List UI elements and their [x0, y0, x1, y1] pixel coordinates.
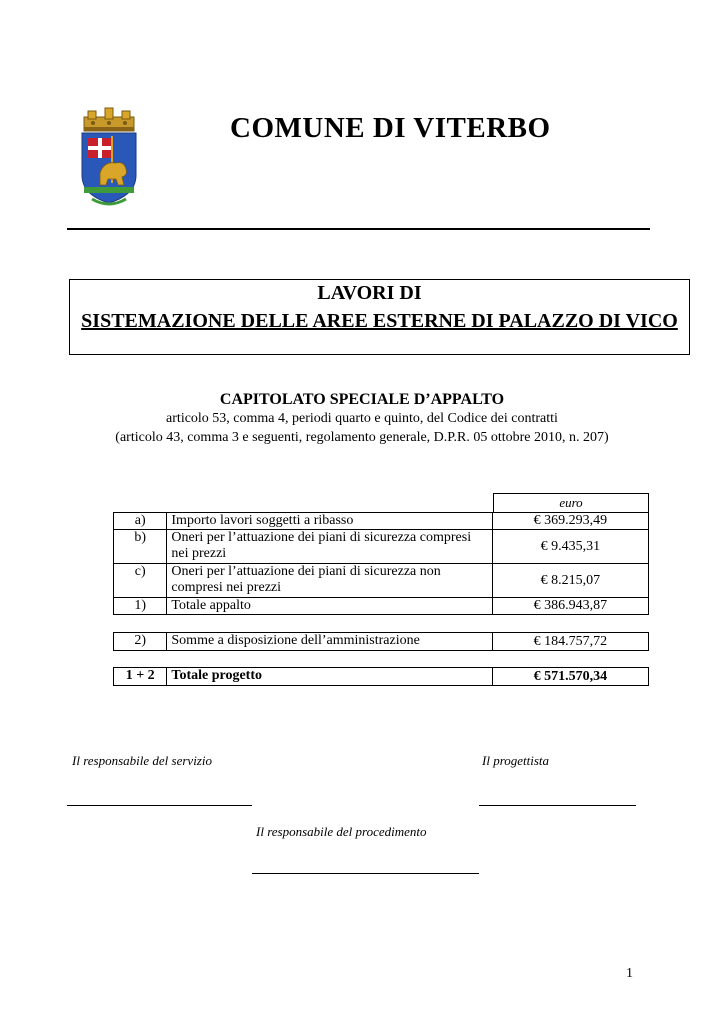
- row-value: € 386.943,87: [492, 598, 648, 615]
- table-row: [114, 530, 649, 564]
- table-row: [114, 598, 649, 615]
- capitolato-reference-1: articolo 53, comma 4, periodi quarto e quinto, del Codice dei contratti: [166, 411, 558, 426]
- row-description: Importo lavori soggetti a ribasso: [167, 513, 492, 530]
- table-row: [114, 564, 649, 598]
- costs-table: [113, 512, 649, 615]
- works-heading: [70, 282, 689, 305]
- signature-label-servizio: Il responsabile del servizio: [72, 753, 212, 768]
- totale-table: [113, 667, 649, 686]
- works-heading-text: LAVORI DI: [317, 282, 422, 304]
- row-label: 2): [114, 633, 167, 651]
- row-description: Somme a disposizione dell’amministrazione: [167, 633, 492, 651]
- row-value: € 369.293,49: [492, 513, 648, 530]
- works-subject: SISTEMAZIONE DELLE AREE ESTERNE DI PALAZZO DI VICO: [81, 310, 678, 332]
- row-description: Oneri per l’attuazione dei piani di sicurezza non compresi nei prezzi: [167, 564, 492, 598]
- works-title-box: [69, 279, 690, 355]
- coat-of-arms-logo: [78, 103, 140, 209]
- row-label: 1 + 2: [114, 668, 167, 686]
- table-row: [114, 668, 649, 686]
- row-value: € 184.757,72: [492, 633, 648, 651]
- somme-table: [113, 632, 649, 651]
- row-value: € 8.215,07: [492, 564, 648, 598]
- page-title: COMUNE DI VITERBO: [230, 112, 551, 144]
- table-row: [114, 513, 649, 530]
- currency-header: euro: [493, 493, 649, 512]
- row-description: Totale progetto: [167, 668, 492, 686]
- crown-icon: [84, 108, 134, 131]
- signature-label-procedimento: Il responsabile del procedimento: [256, 824, 427, 839]
- row-description: Oneri per l’attuazione dei piani di sicurezza compresi nei prezzi: [167, 530, 492, 564]
- row-description: Totale appalto: [167, 598, 492, 615]
- table-row: [114, 633, 649, 651]
- row-value: € 9.435,31: [492, 530, 648, 564]
- row-label: b): [114, 530, 167, 564]
- signature-line-procedimento: [252, 873, 479, 874]
- header-divider: [67, 228, 650, 230]
- signature-line-progettista: [479, 805, 636, 806]
- row-value: € 571.570,34: [492, 668, 648, 686]
- row-label: a): [114, 513, 167, 530]
- row-label: 1): [114, 598, 167, 615]
- signature-label-progettista: Il progettista: [482, 753, 550, 768]
- capitolato-reference-2: (articolo 43, comma 3 e seguenti, regolamento generale, D.P.R. 05 ottobre 2010, n. 207): [115, 430, 609, 445]
- page-number: 1: [626, 966, 633, 981]
- capitolato-title: CAPITOLATO SPECIALE D’APPALTO: [219, 391, 505, 408]
- signature-line-servizio: [67, 805, 252, 806]
- row-label: c): [114, 564, 167, 598]
